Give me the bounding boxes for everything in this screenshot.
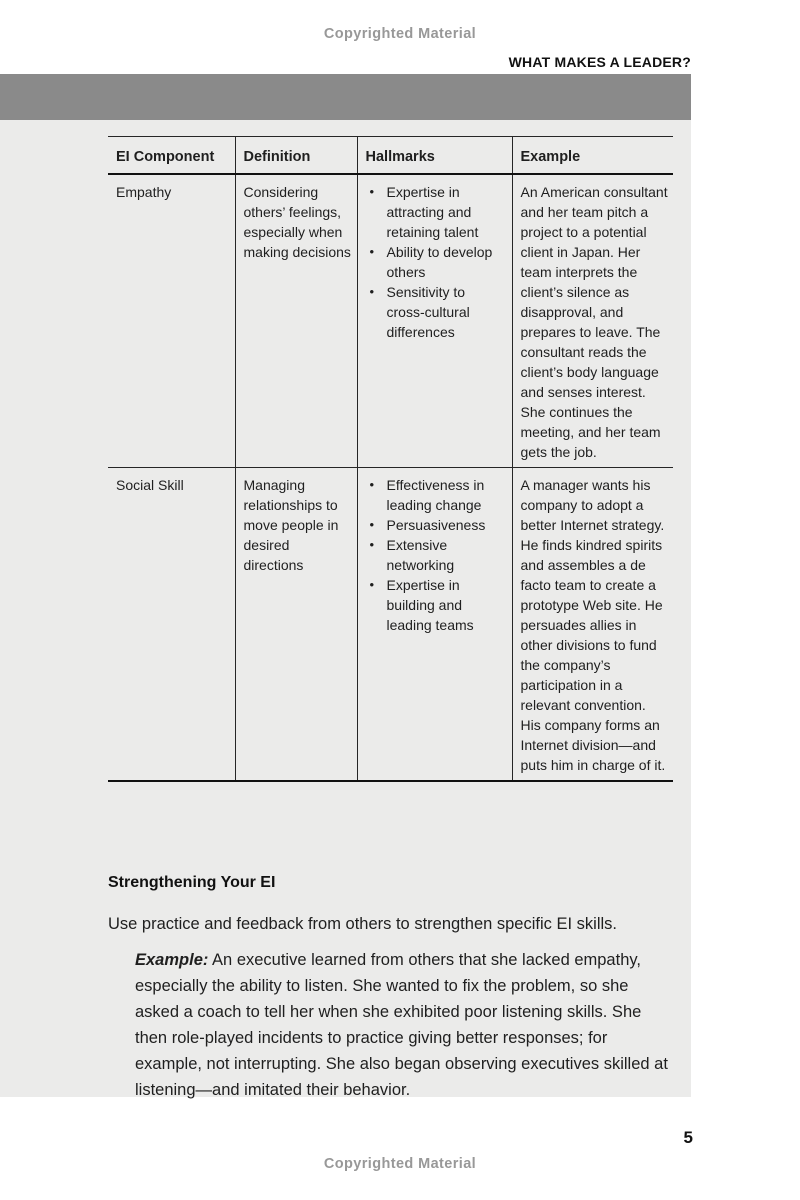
hallmark-item: • Expertise in building and leading teams	[366, 575, 507, 635]
intro-paragraph: Use practice and feedback from others to strengthen specific EI skills.	[108, 915, 617, 933]
hallmark-item: • Ability to develop others	[366, 242, 507, 282]
cell-definition: Managing relationships to move people in desired directions	[235, 468, 357, 782]
hallmark-item: • Persuasiveness	[366, 515, 507, 535]
cell-component: Social Skill	[108, 468, 235, 782]
ei-components-table	[108, 136, 673, 782]
hallmark-item: • Sensitivity to cross-cultural differences	[366, 282, 507, 342]
example-text: An executive learned from others that she lacked empathy, especially the ability to listen. She wanted to fix the problem, so she asked a coach to tell her when she exhibited poor listening skills. She then role-played incidents to practice giving better responses; for example, not interrupting. She also began observing executives skilled at listening—and imitated their behavior.	[135, 951, 668, 1099]
page-content	[0, 120, 691, 1097]
col-header-example: Example	[512, 137, 673, 175]
cell-example: An American consultant and her team pitch a project to a potential client in Japan. Her team interprets the client’s silence as disapproval, and prepares to leave. The consultant reads the client’s body language and senses interest. She continues the meeting, and her team gets the job.	[520, 184, 668, 460]
cell-hallmarks	[357, 174, 512, 468]
copyright-notice-bottom: Copyrighted Material	[323, 1156, 477, 1172]
col-header-hallmarks: Hallmarks	[357, 137, 512, 175]
hallmarks-list	[366, 182, 507, 342]
col-header-definition: Definition	[235, 137, 357, 175]
example-label: Example:	[135, 951, 209, 969]
cell-definition: Considering others’ feelings, especially when making decisions	[235, 174, 357, 468]
cell-component: Empathy	[108, 174, 235, 468]
hallmarks-list	[366, 475, 507, 635]
cell-hallmarks	[357, 468, 512, 782]
table-row-empathy	[108, 174, 673, 468]
hallmark-item: • Extensive networking	[366, 535, 507, 575]
hallmark-item: • Expertise in attracting and retaining talent	[366, 182, 507, 242]
cell-example: A manager wants his company to adopt a better Internet strategy. He finds kindred spirits and assembles a de facto team to create a prototype Web site. He persuades allies in other divisions to fund the company’s participation in a relevant convention. His company forms an Internet division—and puts him in charge of it.	[512, 468, 673, 782]
example-paragraph	[135, 947, 675, 1103]
table-header-row	[108, 137, 673, 175]
section-heading: Strengthening Your EI	[108, 874, 276, 891]
col-header-ei-component: EI Component	[108, 137, 235, 175]
copyright-notice-top: Copyrighted Material	[323, 26, 477, 42]
table-row-social-skill	[108, 468, 673, 782]
chapter-title-band	[0, 74, 691, 120]
page-number: 5	[683, 1128, 693, 1147]
running-header: WHAT MAKES A LEADER?	[508, 54, 691, 70]
hallmark-item: • Effectiveness in leading change	[366, 475, 507, 515]
